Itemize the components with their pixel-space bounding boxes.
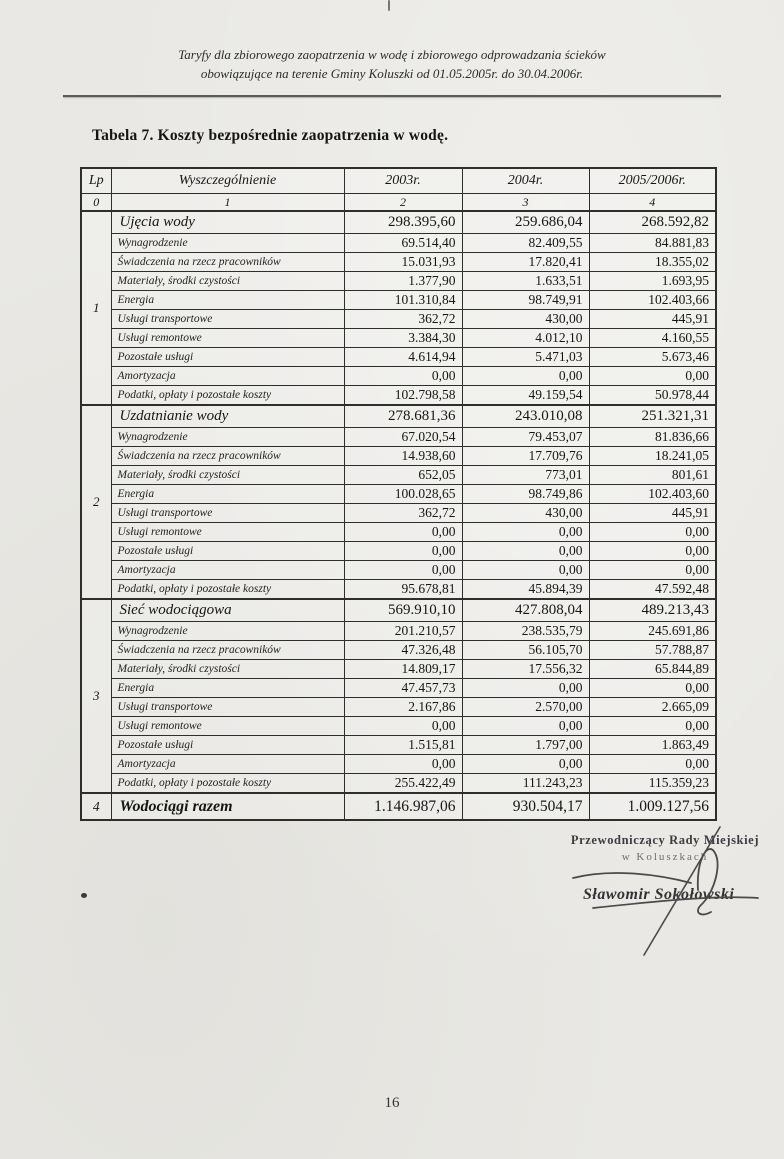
cell-value: 56.105,70 — [462, 641, 589, 660]
group-lp-number: 2 — [81, 405, 111, 599]
document-header — [0, 46, 784, 84]
row-label: Usługi remontowe — [111, 717, 344, 736]
official-stamp — [556, 833, 774, 863]
cell-value: 362,72 — [344, 310, 462, 329]
signatory-name: Sławomir Sokołowski — [583, 886, 735, 903]
cell-value: 0,00 — [589, 679, 716, 698]
total-label: Wodociągi razem — [111, 793, 344, 820]
cost-row — [81, 272, 716, 291]
cell-value: 0,00 — [462, 717, 589, 736]
row-label: Pozostałe usługi — [111, 348, 344, 367]
cell-value: 238.535,79 — [462, 622, 589, 641]
table-title: Tabela 7. Koszty bezpośrednie zaopatrzenia w wodę. — [92, 127, 449, 144]
cell-value: 5.673,46 — [589, 348, 716, 367]
row-label: Energia — [111, 291, 344, 310]
row-label: Pozostałe usługi — [111, 542, 344, 561]
cell-value: 47.592,48 — [589, 580, 716, 600]
cell-value: 101.310,84 — [344, 291, 462, 310]
cost-row — [81, 466, 716, 485]
row-label: Świadczenia na rzecz pracowników — [111, 641, 344, 660]
cost-row — [81, 234, 716, 253]
row-label: Wynagrodzenie — [111, 234, 344, 253]
row-label: Energia — [111, 679, 344, 698]
group-lp-number: 3 — [81, 599, 111, 793]
cell-value: 57.788,87 — [589, 641, 716, 660]
row-label: Świadczenia na rzecz pracowników — [111, 447, 344, 466]
row-label: Wynagrodzenie — [111, 428, 344, 447]
row-label: Energia — [111, 485, 344, 504]
cell-value: 5.471,03 — [462, 348, 589, 367]
cost-row — [81, 622, 716, 641]
section-value: 278.681,36 — [344, 405, 462, 428]
cost-row — [81, 291, 716, 310]
column-index-cell: 3 — [462, 194, 589, 212]
group-lp-number: 1 — [81, 211, 111, 405]
total-value: 1.146.987,06 — [344, 793, 462, 820]
document-header-line1: Taryfy dla zbiorowego zaopatrzenia w wodę i zbiorowego odprowadzania ścieków — [178, 47, 606, 62]
document-header-line2: obowiązujące na terenie Gminy Koluszki od 01.05.2005r. do 30.04.2006r. — [200, 65, 584, 81]
cell-value: 0,00 — [462, 755, 589, 774]
cell-value: 18.241,05 — [589, 447, 716, 466]
ink-speck — [81, 893, 87, 898]
total-value: 930.504,17 — [462, 793, 589, 820]
cell-value: 18.355,02 — [589, 253, 716, 272]
cell-value: 0,00 — [589, 523, 716, 542]
cell-value: 4.614,94 — [344, 348, 462, 367]
cell-value: 65.844,89 — [589, 660, 716, 679]
row-label: Materiały, środki czystości — [111, 466, 344, 485]
cell-value: 102.403,60 — [589, 485, 716, 504]
row-label: Usługi transportowe — [111, 504, 344, 523]
cost-row — [81, 428, 716, 447]
section-row — [81, 599, 716, 622]
cell-value: 255.422,49 — [344, 774, 462, 794]
column-header: Wyszczególnienie — [111, 168, 344, 194]
cell-value: 1.693,95 — [589, 272, 716, 291]
page-number: 16 — [384, 1095, 400, 1111]
column-index-cell: 2 — [344, 194, 462, 212]
cell-value: 69.514,40 — [344, 234, 462, 253]
cell-value: 67.020,54 — [344, 428, 462, 447]
cell-value: 430,00 — [462, 310, 589, 329]
cell-value: 115.359,23 — [589, 774, 716, 794]
column-header: 2004r. — [462, 168, 589, 194]
cost-row — [81, 504, 716, 523]
cell-value: 1.863,49 — [589, 736, 716, 755]
stamp-location-line: w Koluszkach — [621, 851, 709, 863]
cell-value: 0,00 — [344, 755, 462, 774]
row-label: Usługi transportowe — [111, 698, 344, 717]
cell-value: 4.160,55 — [589, 329, 716, 348]
cell-value: 0,00 — [344, 367, 462, 386]
section-row — [81, 211, 716, 234]
cost-row — [81, 253, 716, 272]
cost-row — [81, 641, 716, 660]
row-label: Świadczenia na rzecz pracowników — [111, 253, 344, 272]
cost-row — [81, 580, 716, 600]
cell-value: 17.709,76 — [462, 447, 589, 466]
cell-value: 98.749,86 — [462, 485, 589, 504]
cost-row — [81, 348, 716, 367]
cell-value: 201.210,57 — [344, 622, 462, 641]
cell-value: 0,00 — [344, 717, 462, 736]
section-value: 243.010,08 — [462, 405, 589, 428]
cell-value: 47.326,48 — [344, 641, 462, 660]
section-value: 251.321,31 — [589, 405, 716, 428]
cell-value: 17.556,32 — [462, 660, 589, 679]
row-label: Usługi remontowe — [111, 523, 344, 542]
column-header: 2003r. — [344, 168, 462, 194]
row-label: Pozostałe usługi — [111, 736, 344, 755]
cell-value: 0,00 — [589, 367, 716, 386]
cost-row — [81, 367, 716, 386]
cell-value: 14.809,17 — [344, 660, 462, 679]
cell-value: 430,00 — [462, 504, 589, 523]
cell-value: 3.384,30 — [344, 329, 462, 348]
row-label: Materiały, środki czystości — [111, 660, 344, 679]
cost-row — [81, 679, 716, 698]
cell-value: 111.243,23 — [462, 774, 589, 794]
cell-value: 445,91 — [589, 310, 716, 329]
header-divider-rule — [63, 95, 721, 97]
cell-value: 0,00 — [589, 717, 716, 736]
cell-value: 4.012,10 — [462, 329, 589, 348]
section-row — [81, 405, 716, 428]
row-label: Podatki, opłaty i pozostałe koszty — [111, 386, 344, 406]
row-label: Podatki, opłaty i pozostałe koszty — [111, 774, 344, 794]
row-label: Amortyzacja — [111, 561, 344, 580]
section-label: Sieć wodociągowa — [111, 599, 344, 622]
row-label: Usługi remontowe — [111, 329, 344, 348]
cell-value: 81.836,66 — [589, 428, 716, 447]
row-label: Usługi transportowe — [111, 310, 344, 329]
cost-row — [81, 310, 716, 329]
cell-value: 0,00 — [344, 523, 462, 542]
column-header: Lp — [81, 168, 111, 194]
cell-value: 2.665,09 — [589, 698, 716, 717]
column-index-cell: 1 — [111, 194, 344, 212]
cell-value: 1.797,00 — [462, 736, 589, 755]
row-label: Podatki, opłaty i pozostałe koszty — [111, 580, 344, 600]
cell-value: 0,00 — [462, 542, 589, 561]
cost-row — [81, 542, 716, 561]
cost-row — [81, 329, 716, 348]
cost-row — [81, 755, 716, 774]
scan-edge-mark — [388, 0, 390, 11]
stamp-title-line: Przewodniczący Rady Miejskiej — [570, 833, 760, 847]
section-label: Ujęcia wody — [111, 211, 344, 234]
cost-row — [81, 774, 716, 794]
row-label: Amortyzacja — [111, 367, 344, 386]
cell-value: 0,00 — [462, 367, 589, 386]
cost-row — [81, 485, 716, 504]
section-value: 298.395,60 — [344, 211, 462, 234]
cost-row — [81, 717, 716, 736]
cell-value: 50.978,44 — [589, 386, 716, 406]
cell-value: 98.749,91 — [462, 291, 589, 310]
cell-value: 0,00 — [589, 755, 716, 774]
cell-value: 2.570,00 — [462, 698, 589, 717]
cell-value: 95.678,81 — [344, 580, 462, 600]
section-value: 569.910,10 — [344, 599, 462, 622]
cell-value: 652,05 — [344, 466, 462, 485]
cost-table-head — [81, 168, 716, 211]
cell-value: 362,72 — [344, 504, 462, 523]
cell-value: 0,00 — [589, 561, 716, 580]
section-value: 268.592,82 — [589, 211, 716, 234]
cell-value: 773,01 — [462, 466, 589, 485]
cell-value: 0,00 — [462, 679, 589, 698]
cell-value: 47.457,73 — [344, 679, 462, 698]
cell-value: 84.881,83 — [589, 234, 716, 253]
cost-row — [81, 660, 716, 679]
column-index-cell: 0 — [81, 194, 111, 212]
cell-value: 100.028,65 — [344, 485, 462, 504]
cell-value: 245.691,86 — [589, 622, 716, 641]
cell-value: 1.515,81 — [344, 736, 462, 755]
cost-row — [81, 523, 716, 542]
cell-value: 0,00 — [344, 561, 462, 580]
cell-value: 445,91 — [589, 504, 716, 523]
section-value: 427.808,04 — [462, 599, 589, 622]
cost-table-body — [81, 211, 716, 820]
row-label: Materiały, środki czystości — [111, 272, 344, 291]
cost-row — [81, 736, 716, 755]
section-label: Uzdatnianie wody — [111, 405, 344, 428]
total-value: 1.009.127,56 — [589, 793, 716, 820]
column-header: 2005/2006r. — [589, 168, 716, 194]
cost-row — [81, 698, 716, 717]
cost-table — [80, 167, 717, 821]
total-row — [81, 793, 716, 820]
section-value: 259.686,04 — [462, 211, 589, 234]
cost-row — [81, 561, 716, 580]
cell-value: 82.409,55 — [462, 234, 589, 253]
row-label: Amortyzacja — [111, 755, 344, 774]
cell-value: 0,00 — [344, 542, 462, 561]
total-lp-number: 4 — [81, 793, 111, 820]
cell-value: 79.453,07 — [462, 428, 589, 447]
cell-value: 0,00 — [462, 523, 589, 542]
cell-value: 49.159,54 — [462, 386, 589, 406]
cost-row — [81, 386, 716, 406]
cell-value: 45.894,39 — [462, 580, 589, 600]
cell-value: 14.938,60 — [344, 447, 462, 466]
cell-value: 102.403,66 — [589, 291, 716, 310]
row-label: Wynagrodzenie — [111, 622, 344, 641]
cost-row — [81, 447, 716, 466]
cell-value: 15.031,93 — [344, 253, 462, 272]
cell-value: 102.798,58 — [344, 386, 462, 406]
cell-value: 17.820,41 — [462, 253, 589, 272]
section-value: 489.213,43 — [589, 599, 716, 622]
cell-value: 2.167,86 — [344, 698, 462, 717]
cell-value: 1.377,90 — [344, 272, 462, 291]
cell-value: 1.633,51 — [462, 272, 589, 291]
cell-value: 0,00 — [589, 542, 716, 561]
cell-value: 0,00 — [462, 561, 589, 580]
column-index-cell: 4 — [589, 194, 716, 212]
cell-value: 801,61 — [589, 466, 716, 485]
